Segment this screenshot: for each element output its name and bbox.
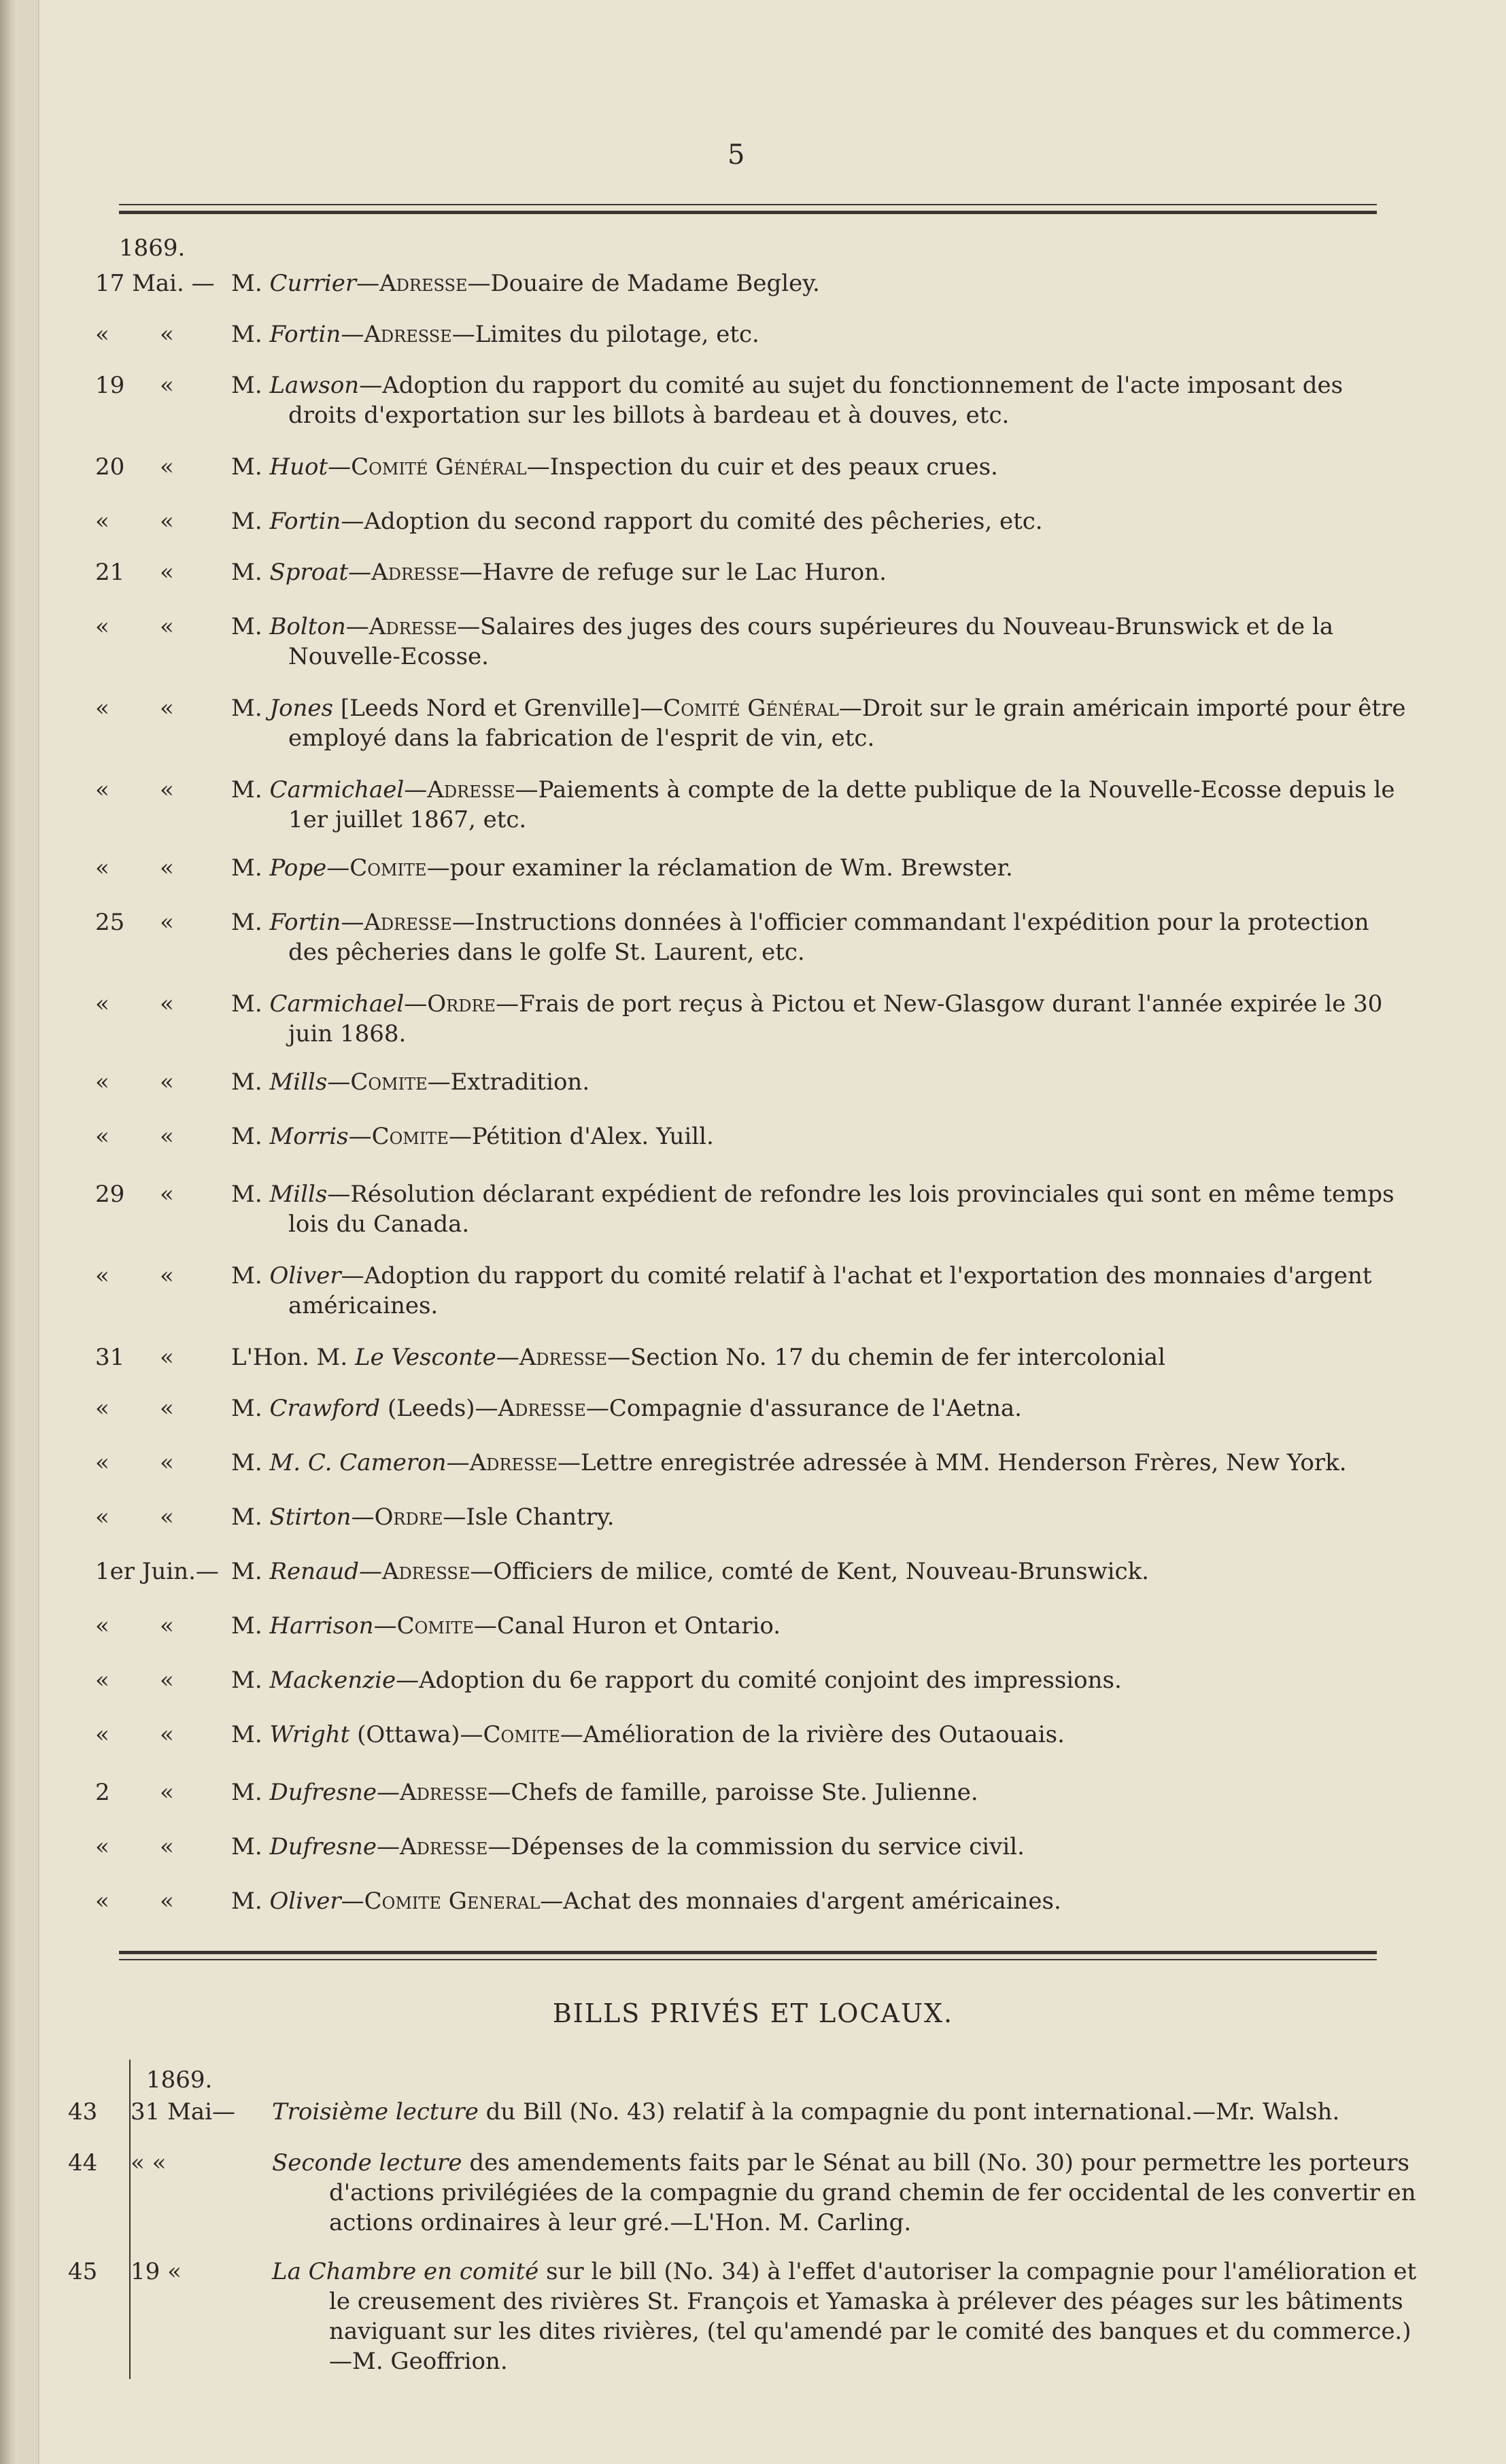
entry-member-name: Bolton: [269, 613, 346, 640]
entry-member-name: Crawford: [269, 1395, 381, 1422]
entry-subject: Officiers de milice, comté de Kent, Nouveau-Brunswick.: [493, 1558, 1149, 1585]
journal-entry: [95, 1502, 1414, 1532]
entry-kind: Comite General: [364, 1888, 541, 1915]
journal-entry: [95, 1557, 1414, 1586]
entry-member-name: Oliver: [269, 1262, 341, 1289]
entry-text: L'Hon. M. Le Vesconte—Adresse—Section No. 17 du chemin de fer intercolonial: [231, 1344, 1165, 1371]
entry-date: «: [95, 1833, 109, 1860]
adjacent-page-edge: [18, 0, 39, 2464]
entry-text: M. Fortin—Adoption du second rapport du comité des pêcheries, etc.: [231, 508, 1043, 535]
entry-kind: Adresse: [382, 1558, 470, 1585]
entry-member-name: Renaud: [269, 1558, 359, 1585]
entry-date: «: [95, 1612, 109, 1639]
entry-month: «: [160, 1833, 174, 1860]
bill-text: [272, 2257, 1428, 2376]
bill-entry: [68, 2097, 1428, 2127]
entry-text: M. Morris—Comite—Pétition d'Alex. Yuill.: [231, 1123, 714, 1150]
entry-text: M. Huot—Comité Général—Inspection du cuir et des peaux crues.: [231, 453, 998, 481]
entry-date: 17 Mai. —: [95, 270, 215, 297]
journal-entry: [95, 1886, 1414, 1916]
entry-month: «: [160, 990, 174, 1018]
entry-member-name: Currier: [269, 270, 357, 297]
entry-kind: Adresse: [427, 776, 515, 803]
entry-subject: Adoption du rapport du comité relatif à l'achat et l'exportation des monnaies d'argent américaines.: [288, 1262, 1372, 1319]
entry-month: «: [160, 1395, 174, 1422]
entry-member-title: M.: [231, 854, 270, 882]
entry-subject: Limites du pilotage, etc.: [475, 321, 759, 348]
entry-text: M. Lawson—Adoption du rapport du comité au sujet du fonctionnement de l'acte imposant des droits d'exportation sur les billots à bardeau et à douves, etc.: [231, 372, 1344, 429]
journal-entry: [95, 268, 1414, 298]
entry-month: «: [160, 1449, 174, 1476]
entry-month: «: [160, 854, 174, 882]
journal-entry: [95, 506, 1414, 536]
entry-member-title: M.: [231, 909, 270, 936]
entry-kind: Ordre: [374, 1504, 443, 1531]
entry-date: 20: [95, 453, 125, 481]
entry-kind: Comite: [349, 854, 427, 882]
entry-member-title: M.: [231, 1612, 270, 1639]
entry-date: «: [95, 1667, 109, 1694]
entry-member-name: M. C. Cameron: [269, 1449, 447, 1476]
entry-text: M. Carmichael—Ordre—Frais de port reçus à Pictou et New-Glasgow durant l'année expirée le 30 juin 1868.: [231, 990, 1383, 1047]
entry-subject: Canal Huron et Ontario.: [496, 1612, 781, 1639]
entry-text: M. Mills—Comite—Extradition.: [231, 1069, 590, 1096]
entry-date: 21: [95, 559, 125, 586]
entry-text: M. Fortin—Adresse—Instructions données à l'officier commandant l'expédition pour la protection des pêcheries dans le golfe St. Laurent, etc.: [231, 909, 1369, 966]
journal-entry: [95, 1342, 1414, 1372]
entry-member-title: M.: [231, 1262, 270, 1289]
entry-riding: [Leeds Nord et Grenville]: [340, 695, 640, 722]
entry-month: «: [160, 695, 174, 722]
journal-entry: [95, 370, 1414, 430]
journal-entry: [95, 1122, 1414, 1151]
entry-month: «: [160, 372, 174, 399]
entry-text: M. Oliver—Adoption du rapport du comité relatif à l'achat et l'exportation des monnaies d'argent américaines.: [231, 1262, 1372, 1319]
journal-entry: [95, 1179, 1414, 1239]
entry-subject: Section No. 17 du chemin de fer intercolonial: [630, 1344, 1165, 1371]
entry-member-title: M.: [231, 1504, 270, 1531]
entry-text: M. M. C. Cameron—Adresse—Lettre enregistrée adressée à MM. Henderson Frères, New York.: [231, 1449, 1347, 1476]
entry-subject: Compagnie d'assurance de l'Aetna.: [609, 1395, 1022, 1422]
entry-riding: (Ottawa): [357, 1721, 460, 1748]
journal-entry: [95, 319, 1414, 349]
entry-member-name: Carmichael: [269, 990, 405, 1018]
entry-member-title: M.: [231, 1558, 270, 1585]
bill-number: 43: [68, 2098, 98, 2125]
entry-month: «: [160, 1181, 174, 1208]
entry-subject: Instructions données à l'officier commandant l'expédition pour la protection des pêcheries dans le golfe St. Laurent, etc.: [288, 909, 1369, 966]
entry-month: «: [160, 1721, 174, 1748]
entry-text: M. Dufresne—Adresse—Dépenses de la commission du service civil.: [231, 1833, 1025, 1860]
entry-member-name: Fortin: [269, 508, 341, 535]
entry-subject: Amélioration de la rivière des Outaouais.: [583, 1721, 1065, 1748]
entry-subject: Adoption du rapport du comité au sujet du fonctionnement de l'acte imposant des droits d'exportation sur les billots à bardeau et à douves, etc.: [288, 372, 1344, 429]
bills-year: 1869.: [146, 2066, 213, 2094]
entry-text: M. Currier—Adresse—Douaire de Madame Begley.: [231, 270, 820, 297]
entry-member-name: Le Vesconte: [355, 1344, 496, 1371]
entry-month: «: [160, 1888, 174, 1915]
entry-kind: Comité Général: [351, 453, 527, 481]
entry-date: 2: [95, 1779, 110, 1806]
entry-member-name: Mills: [269, 1181, 328, 1208]
entry-member-title: M.: [231, 1779, 270, 1806]
entry-kind: Adresse: [379, 270, 468, 297]
entry-member-name: Huot: [269, 453, 328, 481]
bill-stage: Troisième lecture: [272, 2098, 479, 2125]
entry-text: M. Harrison—Comite—Canal Huron et Ontario.: [231, 1612, 781, 1639]
bill-text: [272, 2148, 1428, 2238]
bill-entry: [68, 2148, 1428, 2238]
entry-kind: Ordre: [427, 990, 496, 1018]
entry-subject: Lettre enregistrée adressée à MM. Henderson Frères, New York.: [580, 1449, 1347, 1476]
journal-entry: [95, 853, 1414, 883]
entry-member-name: Wright: [269, 1721, 350, 1748]
entry-date: «: [95, 1262, 109, 1289]
entry-text: M. Carmichael—Adresse—Paiements à compte de la dette publique de la Nouvelle-Ecosse depuis le 1er juillet 1867, etc.: [231, 776, 1395, 833]
entry-member-name: Harrison: [269, 1612, 374, 1639]
entry-date: «: [95, 508, 109, 535]
entry-text: M. Wright (Ottawa)—Comite—Amélioration de la rivière des Outaouais.: [231, 1721, 1065, 1748]
entry-subject: pour examiner la réclamation de Wm. Brewster.: [449, 854, 1013, 882]
book-spine: [0, 0, 18, 2464]
bill-entry: [68, 2257, 1428, 2376]
entry-kind: Adresse: [400, 1833, 488, 1860]
journal-entry: [95, 775, 1414, 835]
journal-year: 1869.: [119, 235, 186, 262]
entry-member-name: Morris: [269, 1123, 349, 1150]
entry-date: 29: [95, 1181, 125, 1208]
entry-date: «: [95, 776, 109, 803]
journal-entry: [95, 557, 1414, 587]
entry-member-name: Lawson: [269, 372, 360, 399]
journal-entry: [95, 989, 1414, 1049]
bill-subject: des amendements faits par le Sénat au bill (No. 30) pour permettre les porteurs d'actions privilégiées de la compagnie du grand chemin de fer occidental de les convertir en actions ordinaires à leur gré.—L'Hon. M. Carling.: [329, 2149, 1416, 2236]
entry-kind: Comite: [371, 1123, 449, 1150]
entry-text: M. Renaud—Adresse—Officiers de milice, comté de Kent, Nouveau-Brunswick.: [231, 1558, 1149, 1585]
entry-subject: Extradition.: [450, 1069, 590, 1096]
entry-date: «: [95, 1721, 109, 1748]
entry-riding: (Leeds): [387, 1395, 475, 1422]
journal-entry: [95, 612, 1414, 672]
entry-text: M. Fortin—Adresse—Limites du pilotage, etc.: [231, 321, 759, 348]
entry-date: «: [95, 1069, 109, 1096]
entry-member-name: Fortin: [269, 321, 341, 348]
entry-member-title: M.: [231, 1667, 270, 1694]
entry-date: «: [95, 1449, 109, 1476]
entry-member-name: Pope: [269, 854, 327, 882]
entry-member-title: M.: [231, 559, 270, 586]
entry-member-name: Mackenzie: [269, 1667, 396, 1694]
entry-month: «: [160, 1069, 174, 1096]
entry-month: «: [160, 508, 174, 535]
entry-subject: Frais de port reçus à Pictou et New-Glasgow durant l'année expirée le 30 juin 1868.: [288, 990, 1383, 1047]
entry-date: «: [95, 1504, 109, 1531]
bill-subject: du Bill (No. 43) relatif à la compagnie du pont international.—Mr. Walsh.: [485, 2098, 1340, 2125]
bill-subject: sur le bill (No. 34) à l'effet d'autoriser la compagnie pour l'amélioration et le creusement des rivières St. François et Yamaska à prélever des péages sur les bâtiments naviguant sur les dites rivières, (tel qu'amendé par le comité des banques et du commerce.)—M. Geoffrion.: [329, 2258, 1417, 2375]
entry-text: M. Oliver—Comite General—Achat des monnaies d'argent américaines.: [231, 1888, 1061, 1915]
entry-date: «: [95, 613, 109, 640]
bill-number: 45: [68, 2258, 98, 2285]
entry-kind: Adresse: [364, 909, 452, 936]
entry-month: «: [160, 321, 174, 348]
entry-date: 1er Juin.—: [95, 1558, 219, 1585]
journal-entry: [95, 452, 1414, 482]
entry-kind: Comite: [396, 1612, 474, 1639]
entry-text: M. Jones [Leeds Nord et Grenville]—Comité Général—Droit sur le grain américain importé pour être employé dans la fabrication de l'esprit de vin, etc.: [231, 695, 1406, 752]
entry-text: M. Mills—Résolution déclarant expédient de refondre les lois provinciales qui sont en même temps lois du Canada.: [231, 1181, 1394, 1238]
entry-month: «: [160, 776, 174, 803]
entry-date: «: [95, 321, 109, 348]
entry-month: «: [160, 1123, 174, 1150]
entry-kind: Adresse: [371, 559, 460, 586]
entry-text: M. Dufresne—Adresse—Chefs de famille, paroisse Ste. Julienne.: [231, 1779, 978, 1806]
journal-entry: [95, 1720, 1414, 1750]
journal-entry: [95, 1261, 1414, 1321]
entry-kind: Adresse: [364, 321, 452, 348]
entry-member-title: M.: [231, 1395, 270, 1422]
entry-member-title: M.: [231, 990, 270, 1018]
entry-member-title: M.: [231, 1721, 270, 1748]
entry-member-title: M.: [231, 453, 270, 481]
entry-kind: Adresse: [369, 613, 458, 640]
entry-subject: Droit sur le grain américain importé pour être employé dans la fabrication de l'esprit de vin, etc.: [288, 695, 1406, 752]
entry-date: «: [95, 854, 109, 882]
entry-kind: Adresse: [469, 1449, 558, 1476]
bill-number: 44: [68, 2149, 98, 2176]
entry-member-title: M.: [231, 508, 270, 535]
entry-member-title: M.: [231, 1123, 270, 1150]
journal-entry: [95, 1448, 1414, 1478]
journal-entry: [95, 1611, 1414, 1641]
entry-member-title: M.: [231, 270, 270, 297]
entry-member-title: M.: [231, 1069, 270, 1096]
journal-entry: [95, 1393, 1414, 1423]
entry-kind: Comite: [350, 1069, 428, 1096]
entry-member-title: M.: [231, 321, 270, 348]
journal-entry: [95, 1832, 1414, 1862]
entry-member-title: M.: [231, 1888, 270, 1915]
entry-month: «: [160, 1779, 174, 1806]
entry-subject: Douaire de Madame Begley.: [490, 270, 820, 297]
entry-month: «: [160, 453, 174, 481]
section-rule-top: [119, 1951, 1377, 1954]
entry-subject: Dépenses de la commission du service civil.: [511, 1833, 1025, 1860]
entry-date: «: [95, 990, 109, 1018]
entry-subject: Pétition d'Alex. Yuill.: [471, 1123, 714, 1150]
entry-member-title: M.: [231, 613, 270, 640]
page-number: 5: [728, 139, 745, 171]
section-rule-bottom: [119, 1959, 1377, 1960]
entry-kind: Comité Général: [663, 695, 839, 722]
entry-date: «: [95, 1123, 109, 1150]
bill-stage: La Chambre en comité: [272, 2258, 539, 2285]
entry-date: «: [95, 695, 109, 722]
entry-text: M. Stirton—Ordre—Isle Chantry.: [231, 1504, 615, 1531]
entry-month: «: [160, 1504, 174, 1531]
entry-subject: Adoption du 6e rapport du comité conjoint des impressions.: [419, 1667, 1122, 1694]
entry-text: M. Sproat—Adresse—Havre de refuge sur le Lac Huron.: [231, 559, 887, 586]
entry-subject: Chefs de famille, paroisse Ste. Julienne.: [511, 1779, 978, 1806]
entry-member-name: Fortin: [269, 909, 341, 936]
journal-entry: [95, 1067, 1414, 1097]
bills-section-title: BILLS PRIVÉS ET LOCAUX.: [552, 1998, 954, 2028]
entry-member-title: L'Hon. M.: [231, 1344, 355, 1371]
bill-stage: Seconde lecture: [272, 2149, 462, 2176]
entry-subject: Salaires des juges des cours supérieures du Nouveau-Brunswick et de la Nouvelle-Ecosse.: [288, 613, 1334, 670]
entry-date: 31: [95, 1344, 125, 1371]
journal-entry: [95, 1777, 1414, 1807]
entry-date: 19: [95, 372, 125, 399]
entry-month: «: [160, 1667, 174, 1694]
entry-subject: Achat des monnaies d'argent américaines.: [563, 1888, 1061, 1915]
entry-kind: Adresse: [498, 1395, 586, 1422]
entry-subject: Résolution déclarant expédient de refondre les lois provinciales qui sont en même temps lois du Canada.: [288, 1181, 1394, 1238]
entry-member-title: M.: [231, 1449, 270, 1476]
entry-member-name: Mills: [269, 1069, 328, 1096]
entry-member-title: M.: [231, 1181, 270, 1208]
entry-month: «: [160, 613, 174, 640]
entry-member-name: Carmichael: [269, 776, 405, 803]
entry-kind: Adresse: [519, 1344, 608, 1371]
entry-text: M. Bolton—Adresse—Salaires des juges des cours supérieures du Nouveau-Brunswick et de la Nouvelle-Ecosse.: [231, 613, 1334, 670]
entry-subject: Inspection du cuir et des peaux crues.: [549, 453, 998, 481]
journal-entry: [95, 693, 1414, 753]
entry-date: «: [95, 1395, 109, 1422]
entry-member-title: M.: [231, 372, 270, 399]
journal-entry: [95, 1665, 1414, 1695]
entry-text: M. Crawford (Leeds)—Adresse—Compagnie d'assurance de l'Aetna.: [231, 1395, 1022, 1422]
entry-kind: Adresse: [400, 1779, 488, 1806]
entry-member-name: Oliver: [269, 1888, 341, 1915]
entry-kind: Comite: [483, 1721, 560, 1748]
entry-subject: Adoption du second rapport du comité des pêcheries, etc.: [364, 508, 1043, 535]
bill-date: 31 Mai—: [131, 2098, 236, 2125]
entry-subject: Havre de refuge sur le Lac Huron.: [482, 559, 887, 586]
entry-text: M. Pope—Comite—pour examiner la réclamation de Wm. Brewster.: [231, 854, 1013, 882]
header-rule-bottom: [119, 211, 1377, 214]
entry-month: «: [160, 1344, 174, 1371]
entry-subject: Paiements à compte de la dette publique de la Nouvelle-Ecosse depuis le 1er juillet 1867, etc.: [288, 776, 1395, 833]
bill-date: « «: [131, 2149, 167, 2176]
entry-month: «: [160, 1262, 174, 1289]
entry-text: M. Mackenzie—Adoption du 6e rapport du comité conjoint des impressions.: [231, 1667, 1122, 1694]
entry-member-title: M.: [231, 695, 270, 722]
entry-member-title: M.: [231, 776, 270, 803]
entry-month: «: [160, 1612, 174, 1639]
journal-entry: [95, 907, 1414, 967]
bill-date: 19 «: [131, 2258, 182, 2285]
entry-member-name: Sproat: [269, 559, 349, 586]
entry-member-name: Dufresne: [269, 1833, 377, 1860]
entry-member-name: Jones: [269, 695, 334, 722]
header-rule-top: [119, 204, 1377, 205]
entry-subject: Isle Chantry.: [466, 1504, 615, 1531]
entry-date: «: [95, 1888, 109, 1915]
entry-member-name: Stirton: [269, 1504, 352, 1531]
entry-date: 25: [95, 909, 125, 936]
entry-member-title: M.: [231, 1833, 270, 1860]
entry-month: «: [160, 909, 174, 936]
entry-month: «: [160, 559, 174, 586]
bill-text: [272, 2097, 1428, 2127]
entry-member-name: Dufresne: [269, 1779, 377, 1806]
